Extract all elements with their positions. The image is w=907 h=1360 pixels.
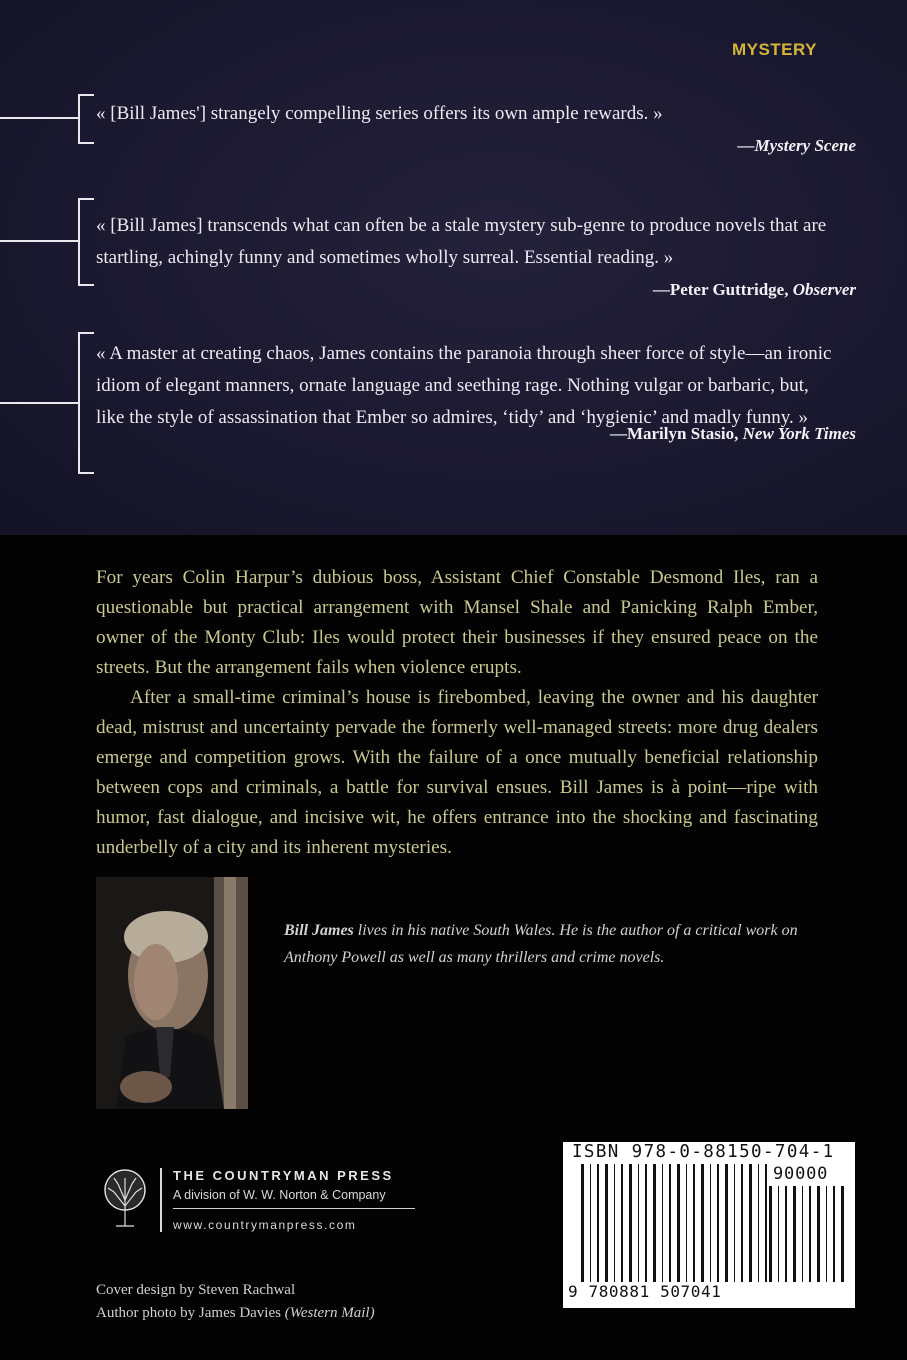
barcode-bar (809, 1186, 811, 1282)
barcode-bar (785, 1186, 787, 1282)
quote-3-text: « A master at creating chaos, James contains the paranoia through sheer force of style—an ironic idiom of elegant manners, ornate language and seething rage. Nothing vulgar or barbaric, but, like the style of assassination that Ember so admires, ‘tidy’ and ‘hygienic’ and madly funny. » (96, 343, 832, 428)
addon-barcode-bars (769, 1186, 849, 1282)
barcode-bar (605, 1164, 608, 1282)
quote-1 (78, 98, 856, 162)
ean-barcode-bars (581, 1164, 767, 1284)
barcode-bar (765, 1164, 767, 1282)
barcode-bar (841, 1186, 844, 1282)
barcode-bar (621, 1164, 623, 1282)
publisher-url: www.countrymanpress.com (173, 1218, 357, 1232)
tree-logo-icon (96, 1166, 154, 1232)
publisher-division: A division of W. W. Norton & Company (173, 1188, 386, 1202)
barcode-bar (833, 1186, 835, 1282)
photo-credit (96, 1302, 375, 1325)
quote-2-attribution (78, 274, 856, 306)
blurb-paragraph-2: After a small-time criminal’s house is firebombed, leaving the owner and his daughter dead, mistrust and uncertainty pervade the formerly well-managed streets: more drug dealers emerge and competition grows. With the failure of a once mutually beneficial relationship between cops and criminals, a battle for survival ensues. Bill James is à point—ripe with humor, fast dialogue, and incisive wit, he offers entrance into the shocking and fascinating underbelly of a city and its inherent mysteries. (96, 687, 818, 858)
barcode-bar (769, 1186, 772, 1282)
barcode-bar (614, 1164, 615, 1282)
barcode-bar (741, 1164, 743, 1282)
quote-3-source: New York Times (742, 424, 856, 443)
quote-2 (78, 210, 856, 306)
barcode-bar (758, 1164, 759, 1282)
isbn-barcode (563, 1142, 855, 1308)
barcode-bar (669, 1164, 671, 1282)
photo-credit-source: (Western Mail) (284, 1305, 375, 1321)
quote-2-text: « [Bill James] transcends what can often be a stale mystery sub-genre to produce novels that are startling, achingly funny and sometimes wholly surreal. Essential reading. » (96, 215, 827, 268)
barcode-bar (686, 1164, 687, 1282)
quote-1-prefix: — (737, 136, 755, 155)
quote-1-attribution (78, 130, 856, 162)
author-bio-text: lives in his native South Wales. He is the author of a critical work on Anthony Powell as well as many thrillers and crime novels. (284, 922, 798, 966)
barcode-bar (581, 1164, 584, 1282)
quote-1-text: « [Bill James'] strangely compelling series offers its own ample rewards. » (96, 103, 663, 124)
author-portrait-image (96, 877, 248, 1109)
genre-label: MYSTERY (731, 40, 817, 59)
quote-1-source: Mystery Scene (754, 136, 856, 155)
author-name: Bill James (284, 922, 354, 939)
barcode-bar (677, 1164, 680, 1282)
barcode-bar (662, 1164, 663, 1282)
publisher-name: THE COUNTRYMAN PRESS (173, 1168, 394, 1183)
barcode-bar (826, 1186, 827, 1282)
ean-number: 9 780881 507041 (568, 1282, 722, 1301)
barcode-bar (638, 1164, 639, 1282)
barcode-bar (778, 1186, 779, 1282)
barcode-bar (590, 1164, 591, 1282)
cover-design-credit: Cover design by Steven Rachwal (96, 1282, 296, 1298)
quote-3-prefix: —Marilyn Stasio, (609, 424, 743, 443)
barcode-bar (701, 1164, 704, 1282)
credits (96, 1279, 375, 1325)
barcode-bar (734, 1164, 735, 1282)
barcode-bar (725, 1164, 728, 1282)
barcode-bar (693, 1164, 695, 1282)
publisher-block (96, 1166, 426, 1236)
publisher-divider (160, 1168, 162, 1232)
bracket-connector-1 (0, 117, 78, 119)
bracket-connector-2 (0, 240, 78, 242)
blurb-paragraph-1: For years Colin Harpur’s dubious boss, Assistant Chief Constable Desmond Iles, ran a questionable but practical arrangement with Mansel Shale and Panicking Ralph Ember, owner of the Monty Club: Iles would protect their businesses if they ensured peace on the streets. But the arrangement fails when violence erupts. (96, 567, 818, 678)
barcode-bar (710, 1164, 711, 1282)
barcode-bar (653, 1164, 656, 1282)
barcode-bar (802, 1186, 803, 1282)
barcode-bar (749, 1164, 752, 1282)
isbn-number: ISBN 978-0-88150-704-1 (572, 1142, 835, 1162)
quote-2-prefix: —Peter Guttridge, (652, 280, 793, 299)
quote-3 (78, 338, 856, 450)
barcode-bar (645, 1164, 647, 1282)
barcode-bar (717, 1164, 719, 1282)
barcode-bar (597, 1164, 599, 1282)
author-photo (96, 877, 248, 1109)
quote-2-source: Observer (792, 280, 856, 299)
photo-credit-text: Author photo by James Davies (96, 1305, 285, 1321)
bracket-connector-3 (0, 402, 78, 404)
barcode-bar (817, 1186, 820, 1282)
barcode-bar (793, 1186, 796, 1282)
book-description (96, 563, 818, 863)
price-addon-code: 90000 (773, 1164, 829, 1184)
barcode-bar (629, 1164, 632, 1282)
author-bio (284, 917, 824, 971)
publisher-rule (173, 1208, 415, 1209)
